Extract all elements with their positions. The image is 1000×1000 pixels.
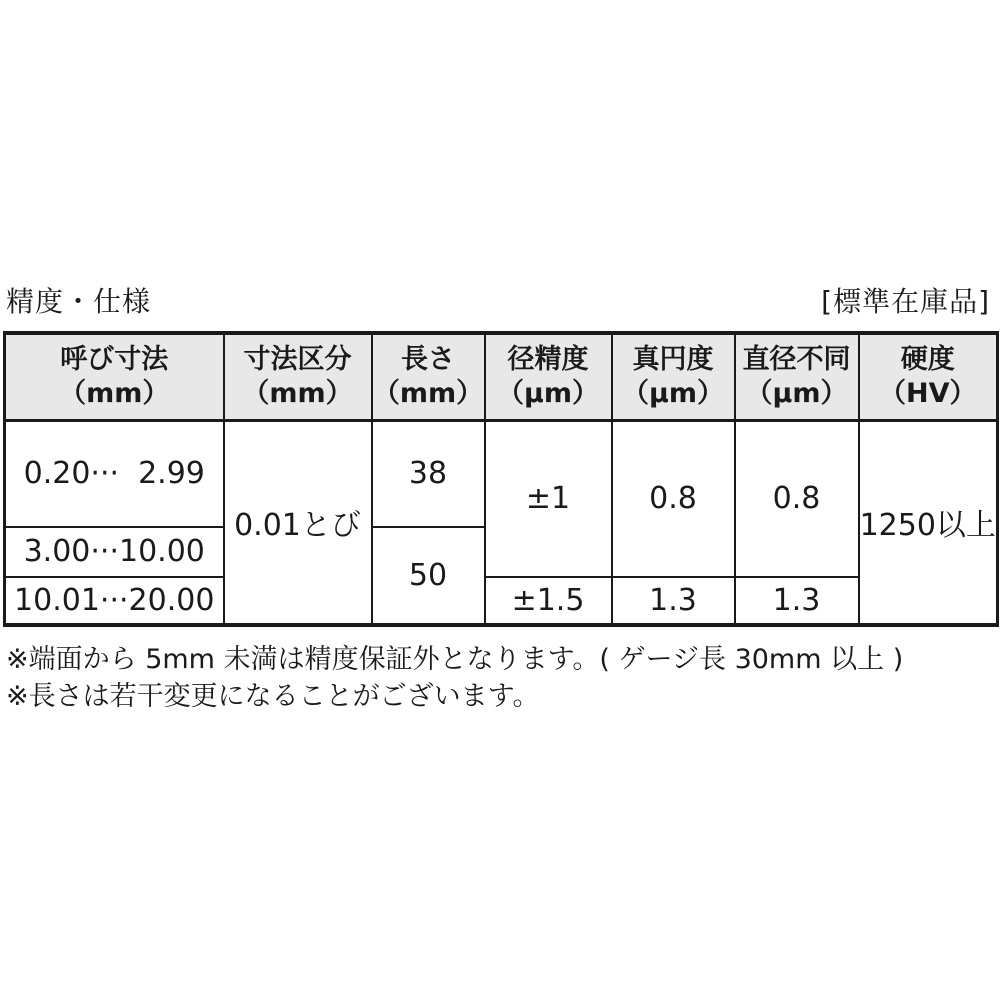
header-label: 長さ bbox=[401, 344, 455, 375]
header-unit: （μm） bbox=[745, 378, 848, 409]
col-header-length bbox=[372, 333, 485, 421]
header-unit: （mm） bbox=[372, 378, 484, 409]
header-unit: （HV） bbox=[879, 378, 977, 409]
header-unit: （μm） bbox=[621, 378, 724, 409]
cell-length-50: 50 bbox=[372, 527, 485, 625]
header-unit: （μm） bbox=[496, 378, 599, 409]
header-label: 直径不同 bbox=[742, 344, 851, 375]
cell-roundness-08: 0.8 bbox=[612, 421, 735, 577]
cell-nominal-size-2: 3.00···10.00 bbox=[5, 527, 224, 577]
cell-nominal-size-3: 10.01···20.00 bbox=[5, 577, 224, 625]
header-row bbox=[5, 333, 998, 421]
col-header-hardness bbox=[859, 333, 998, 421]
table-row bbox=[5, 421, 998, 527]
col-header-dia-variation bbox=[735, 333, 859, 421]
cell-nominal-size-1: 0.20··· 2.99 bbox=[5, 421, 224, 527]
cell-size-step: 0.01とび bbox=[224, 421, 372, 625]
footnote-2: ※長さは若干変更になることがございます。 bbox=[6, 681, 540, 712]
header-label: 硬度 bbox=[900, 344, 955, 375]
page-title: 精度・仕様 bbox=[6, 285, 152, 318]
cell-dia-variation-13: 1.3 bbox=[735, 577, 859, 625]
header-label: 呼び寸法 bbox=[60, 344, 169, 375]
table-row bbox=[5, 577, 998, 625]
col-header-size-step bbox=[224, 333, 372, 421]
col-header-nominal-size bbox=[5, 333, 224, 421]
cell-dia-variation-08: 0.8 bbox=[735, 421, 859, 577]
footnote-1: ※端面から 5mm 未満は精度保証外となります。( ゲージ長 30mm 以上 ) bbox=[6, 644, 904, 675]
footnotes bbox=[6, 641, 903, 715]
header-unit: （mm） bbox=[242, 378, 353, 409]
cell-length-38: 38 bbox=[372, 421, 485, 527]
cell-dia-accuracy-1: ±1 bbox=[485, 421, 612, 577]
spec-table bbox=[3, 331, 999, 627]
col-header-dia-accuracy bbox=[485, 333, 612, 421]
cell-roundness-13: 1.3 bbox=[612, 577, 735, 625]
title-row bbox=[6, 280, 990, 320]
header-label: 真円度 bbox=[632, 344, 714, 375]
cell-hardness: 1250以上 bbox=[859, 421, 998, 625]
stock-label: [標準在庫品] bbox=[821, 285, 990, 318]
header-unit: （mm） bbox=[59, 378, 170, 409]
header-label: 径精度 bbox=[507, 344, 589, 375]
cell-dia-accuracy-15: ±1.5 bbox=[485, 577, 612, 625]
header-label: 寸法区分 bbox=[243, 344, 352, 375]
col-header-roundness bbox=[612, 333, 735, 421]
